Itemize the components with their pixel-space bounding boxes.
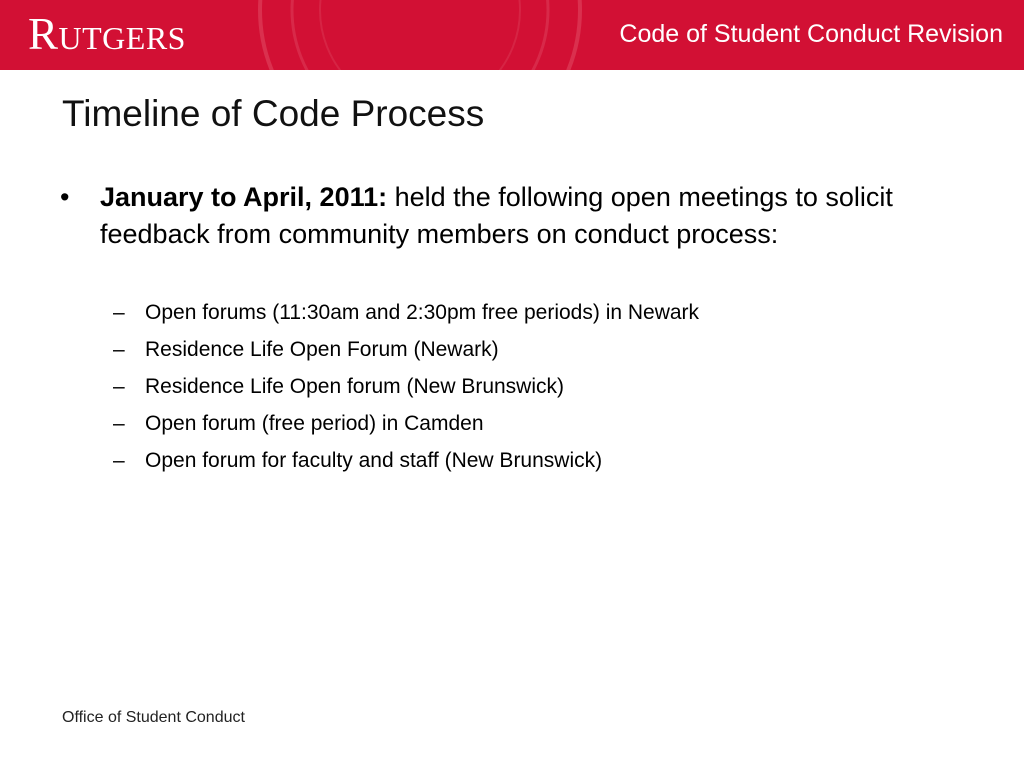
dash-marker: – — [113, 338, 125, 361]
logo-wordmark: UTGERS — [58, 20, 186, 56]
sub-bullet-text: Open forums (11:30am and 2:30pm free periods) in Newark — [145, 301, 700, 324]
sub-bullet-item — [113, 294, 699, 331]
dash-marker: – — [113, 301, 125, 324]
logo-initial: R — [28, 9, 59, 59]
sub-bullet-item — [113, 442, 699, 479]
bullet-body: held the following open meetings to solicit feedback from community members on conduct process: — [100, 182, 893, 249]
header-bar — [0, 0, 1024, 70]
sub-bullet-text: Open forum (free period) in Camden — [145, 412, 484, 435]
sub-bullet-text: Residence Life Open Forum (Newark) — [145, 338, 499, 361]
bullet-lead: January to April, 2011: — [100, 182, 388, 212]
rutgers-logo[interactable] — [28, 10, 186, 62]
dash-marker: – — [113, 412, 125, 435]
presentation-title: Code of Student Conduct Revision — [619, 20, 1003, 48]
sub-bullet-text: Open forum for faculty and staff (New Brunswick) — [145, 449, 603, 472]
university-seal-watermark — [250, 0, 590, 70]
sub-bullet-item — [113, 368, 699, 405]
slide-title: Timeline of Code Process — [62, 93, 485, 134]
bullet-marker: • — [60, 182, 70, 212]
sub-bullet-item — [113, 331, 699, 368]
main-bullet — [60, 179, 960, 252]
sub-bullet-list — [113, 294, 699, 479]
footer-office-name: Office of Student Conduct — [62, 709, 245, 726]
dash-marker: – — [113, 375, 125, 398]
dash-marker: – — [113, 449, 125, 472]
sub-bullet-text: Residence Life Open forum (New Brunswick) — [145, 375, 564, 398]
sub-bullet-item — [113, 405, 699, 442]
bullet-text — [100, 179, 960, 252]
